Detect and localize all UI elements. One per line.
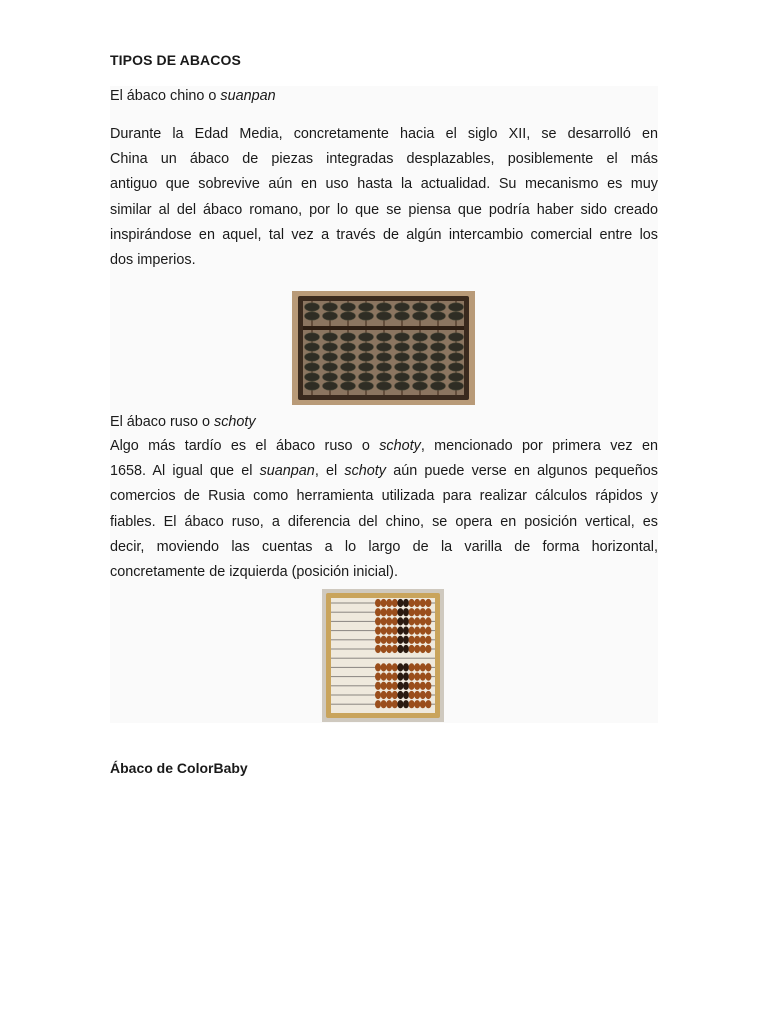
- suanpan-line-1: Durante la Edad Media, concretamente hacia el siglo XII, se desarrolló en: [110, 126, 658, 142]
- suanpan-line-6: dos imperios.: [110, 251, 196, 268]
- chinese-abacus-photo: [292, 291, 475, 405]
- suanpan-line-5: inspirándose en aquel, tal vez a través de algún intercambio comercial entre los: [110, 226, 658, 243]
- document-heading: TIPOS DE ABACOS: [110, 52, 241, 68]
- schoty-line-2-c: aún puede verse en algunos pequeños: [386, 463, 658, 480]
- suanpan-line-2: China un ábaco de piezas integradas desplazables, posiblemente el más: [110, 151, 658, 168]
- schoty-title: [110, 412, 256, 432]
- schoty-line-6: concretamente de izquierda (posición inicial).: [110, 563, 398, 580]
- suanpan-title: [110, 86, 276, 106]
- schoty-paragraph: [110, 434, 658, 585]
- schoty-line-4: fiables. El ábaco ruso, a diferencia del chino, se opera en posición vertical, es: [110, 513, 658, 530]
- schoty-line-1-a: Algo más tardío es el ábaco ruso o: [110, 438, 380, 454]
- schoty-line-2-b: , el: [314, 463, 345, 480]
- suanpan-line-4: similar al del ábaco romano, por lo que se piensa que podría haber sido creado: [110, 201, 658, 218]
- schoty-line-2-a: 1658. Al igual que el: [110, 463, 260, 480]
- schoty-line-3: comercios de Rusia como herramienta utilizada para realizar cálculos rápidos y: [110, 488, 658, 505]
- suanpan-paragraph: [110, 122, 658, 273]
- suanpan-title-italic: suanpan: [220, 88, 276, 104]
- suanpan-line-3: antiguo que sobrevive aún en uso hasta la actualidad. Su mecanismo es muy: [110, 176, 658, 193]
- schoty-title-prefix: El ábaco ruso o: [110, 414, 214, 430]
- schoty-line-5: decir, moviendo las cuentas a lo largo de la varilla de forma horizontal,: [110, 538, 658, 555]
- schoty-line-2-italic-1: suanpan: [259, 463, 315, 480]
- suanpan-title-prefix: El ábaco chino o: [110, 88, 221, 104]
- schoty-line-1-b: , mencionado por primera vez en: [420, 438, 658, 454]
- schoty-line-2: [110, 459, 658, 484]
- russian-abacus-photo: [322, 589, 444, 722]
- colorbaby-heading: Ábaco de ColorBaby: [110, 760, 248, 776]
- schoty-line-1: [110, 434, 658, 459]
- schoty-title-italic: schoty: [214, 414, 256, 430]
- schoty-line-1-italic: schoty: [379, 438, 421, 454]
- schoty-line-2-italic-2: schoty: [344, 463, 386, 480]
